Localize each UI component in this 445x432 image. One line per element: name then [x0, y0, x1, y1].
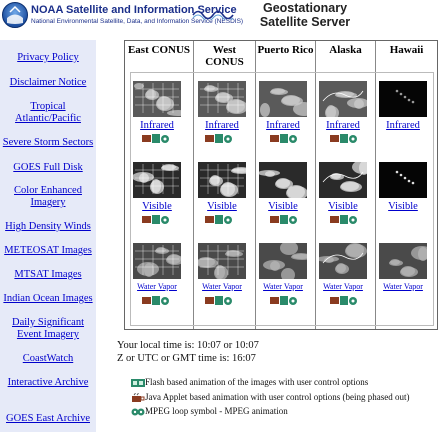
- page-header: [0, 0, 445, 32]
- animation-icons[interactable]: [329, 294, 357, 304]
- animation-icons[interactable]: [269, 213, 297, 223]
- thumbnail-west-conus-visible[interactable]: [198, 162, 246, 198]
- legend-mpeg: [131, 406, 288, 417]
- nav-goes-east-archive[interactable]: GOES East Archive: [6, 413, 90, 424]
- animation-icons[interactable]: [141, 294, 169, 304]
- flash-animation-icon[interactable]: [269, 214, 299, 226]
- thumbnail-hawaii-infrared[interactable]: [379, 81, 427, 117]
- link-alaska-water-vapor[interactable]: Water Vapor: [323, 282, 363, 291]
- thumbnail-puerto-rico-visible[interactable]: [259, 162, 307, 198]
- link-west-conus-water-vapor[interactable]: Water Vapor: [202, 282, 242, 291]
- site-title-line1: Geostationary: [262, 1, 348, 15]
- nav-severe-storm-sectors[interactable]: Severe Storm Sectors: [2, 137, 94, 148]
- nav-goes-full-disk[interactable]: GOES Full Disk: [13, 162, 83, 173]
- thumbnail-east-conus-infrared[interactable]: [133, 81, 181, 117]
- animation-icons[interactable]: [269, 132, 297, 142]
- satellite-image-icon: [259, 243, 307, 279]
- link-east-conus-visible[interactable]: Visible: [142, 201, 172, 212]
- thumbnail-alaska-infrared[interactable]: [319, 81, 367, 117]
- thumbnail-puerto-rico-infrared[interactable]: [259, 81, 307, 117]
- nav-privacy-policy[interactable]: Privacy Policy: [17, 52, 79, 63]
- link-hawaii-water-vapor[interactable]: Water Vapor: [383, 282, 423, 291]
- satellite-image-icon: [133, 243, 181, 279]
- col-header-hawaii: Hawaii: [389, 44, 424, 56]
- satellite-image-icon: [379, 162, 427, 198]
- noaa-logo-icon[interactable]: [2, 2, 28, 28]
- mpeg-loop-icon: [131, 407, 145, 417]
- satellite-image-icon: [319, 162, 367, 198]
- thumbnail-hawaii-water-vapor[interactable]: [379, 243, 427, 279]
- satellite-image-icon: [319, 81, 367, 117]
- link-west-conus-visible[interactable]: Visible: [207, 201, 237, 212]
- link-east-conus-infrared[interactable]: Infrared: [140, 120, 174, 131]
- legend-java-text: Java Applet based animation with user control options (being phased out): [145, 392, 410, 402]
- link-alaska-infrared[interactable]: Infrared: [326, 120, 360, 131]
- flash-animation-icon[interactable]: [269, 133, 299, 145]
- legend-java: [131, 392, 409, 403]
- satellite-image-icon: [198, 243, 246, 279]
- site-title: [245, 1, 365, 29]
- flash-animation-icon[interactable]: [141, 133, 171, 145]
- flash-animation-icon: [131, 378, 145, 388]
- sidebar-nav: [0, 40, 96, 432]
- org-subtitle: National Environmental Satellite, Data, and Information Service (NESDIS): [31, 18, 244, 25]
- animation-icons[interactable]: [141, 132, 169, 142]
- flash-animation-icon[interactable]: [329, 295, 359, 307]
- link-hawaii-visible[interactable]: Visible: [388, 201, 418, 212]
- java-applet-icon: [131, 393, 145, 403]
- flash-animation-icon[interactable]: [204, 214, 234, 226]
- col-header-alaska: Alaska: [329, 44, 362, 56]
- link-west-conus-infrared[interactable]: Infrared: [205, 120, 239, 131]
- satellite-image-icon: [319, 243, 367, 279]
- thumbnail-alaska-visible[interactable]: [319, 162, 367, 198]
- nav-daily-significant-event[interactable]: Daily Significant Event Imagery: [11, 317, 85, 340]
- col-header-east-conus: East CONUS: [127, 44, 191, 56]
- nav-disclaimer-notice[interactable]: Disclaimer Notice: [9, 77, 87, 88]
- nav-coastwatch[interactable]: CoastWatch: [22, 353, 74, 364]
- thumbnail-alaska-water-vapor[interactable]: [319, 243, 367, 279]
- satellite-image-icon: [133, 81, 181, 117]
- link-puerto-rico-infrared[interactable]: Infrared: [266, 120, 300, 131]
- nesdis-wave-icon: [192, 6, 236, 20]
- thumbnail-hawaii-visible[interactable]: [379, 162, 427, 198]
- link-east-conus-water-vapor[interactable]: Water Vapor: [137, 282, 177, 291]
- flash-animation-icon[interactable]: [141, 295, 171, 307]
- utc-time-text: Z or UTC or GMT time is: 16:07: [117, 353, 256, 364]
- animation-icons[interactable]: [269, 294, 297, 304]
- nav-indian-ocean-images[interactable]: Indian Ocean Images: [3, 293, 93, 304]
- site-title-line2: Satellite Server: [259, 15, 351, 29]
- link-puerto-rico-visible[interactable]: Visible: [268, 201, 298, 212]
- flash-animation-icon[interactable]: [329, 133, 359, 145]
- link-alaska-visible[interactable]: Visible: [328, 201, 358, 212]
- animation-icons[interactable]: [141, 213, 169, 223]
- animation-icons[interactable]: [204, 213, 232, 223]
- thumbnail-east-conus-visible[interactable]: [133, 162, 181, 198]
- nav-color-enhanced-imagery[interactable]: Color Enhanced Imagery: [14, 185, 82, 208]
- org-title: NOAA Satellite and Information Service: [31, 4, 237, 16]
- nav-mtsat-images[interactable]: MTSAT Images: [14, 269, 82, 280]
- link-hawaii-infrared[interactable]: Infrared: [386, 120, 420, 131]
- col-header-puerto-rico: Puerto Rico: [257, 44, 314, 56]
- animation-icons[interactable]: [204, 132, 232, 142]
- nav-meteosat-images[interactable]: METEOSAT Images: [4, 245, 92, 256]
- satellite-image-icon: [259, 162, 307, 198]
- animation-icons[interactable]: [329, 213, 357, 223]
- thumbnail-east-conus-water-vapor[interactable]: [133, 243, 181, 279]
- thumbnail-west-conus-infrared[interactable]: [198, 81, 246, 117]
- nav-tropical[interactable]: Tropical Atlantic/Pacific: [15, 101, 81, 124]
- satellite-image-icon: [198, 162, 246, 198]
- satellite-image-icon: [133, 162, 181, 198]
- satellite-image-icon: [379, 81, 427, 117]
- thumbnail-west-conus-water-vapor[interactable]: [198, 243, 246, 279]
- legend-mpeg-text: MPEG loop symbol - MPEG animation: [145, 406, 288, 416]
- flash-animation-icon[interactable]: [141, 214, 171, 226]
- animation-icons[interactable]: [329, 132, 357, 142]
- time-info: [117, 339, 259, 365]
- nav-interactive-archive[interactable]: Interactive Archive: [7, 377, 89, 388]
- flash-animation-icon[interactable]: [204, 133, 234, 145]
- thumbnail-puerto-rico-water-vapor[interactable]: [259, 243, 307, 279]
- flash-animation-icon[interactable]: [204, 295, 234, 307]
- animation-icons[interactable]: [204, 294, 232, 304]
- link-puerto-rico-water-vapor[interactable]: Water Vapor: [263, 282, 303, 291]
- local-time-text: Your local time is: 10:07 or 10:07: [117, 340, 259, 351]
- col-header-west-conus: West CONUS: [205, 44, 244, 68]
- legend-flash-text: Flash based animation of the images with user control options: [145, 377, 369, 387]
- satellite-image-icon: [259, 81, 307, 117]
- satellite-image-icon: [379, 243, 427, 279]
- satellite-image-grid: [124, 40, 438, 330]
- satellite-image-icon: [198, 81, 246, 117]
- flash-animation-icon[interactable]: [269, 295, 299, 307]
- flash-animation-icon[interactable]: [329, 214, 359, 226]
- nav-high-density-winds[interactable]: High Density Winds: [5, 221, 91, 232]
- legend-flash: [131, 377, 368, 388]
